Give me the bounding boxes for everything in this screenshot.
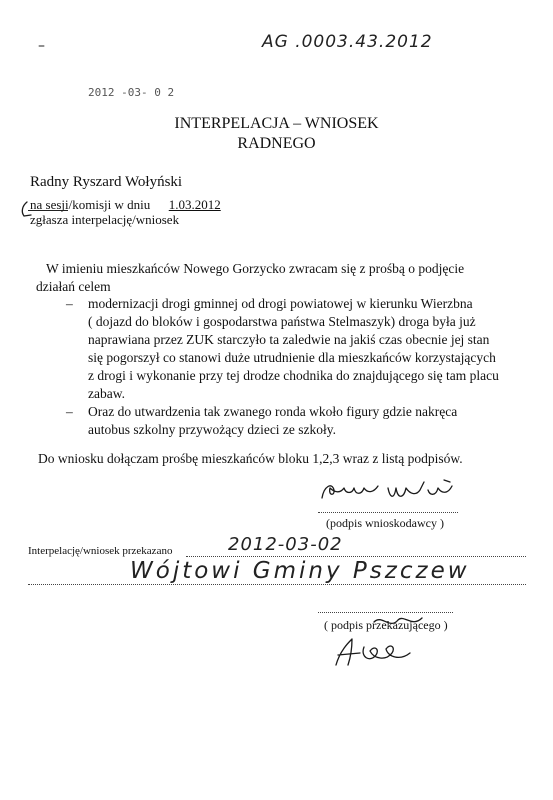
handover-person: Wójtowi Gminy Pszczew: [130, 558, 470, 584]
item2-line: Oraz do utwardzenia tak zwanego ronda wkoło figury gdzie nakręca: [88, 404, 458, 419]
submits-line: zgłasza interpelację/wniosek: [30, 212, 180, 227]
item1-line: modernizacji drogi gminnej od drogi powiatowej w kierunku Wierzbna: [88, 296, 473, 311]
item1-line: naprawiana przez ZUK starczyło ta zaledwie na jakiś czas obecnie jej stan: [88, 332, 490, 347]
applicant-signature: [318, 478, 468, 508]
item1-line: zabaw.: [88, 386, 125, 401]
author-name: Radny Ryszard Wołyński: [30, 174, 183, 190]
receiver-signature: [330, 635, 420, 670]
session-prefix: na sesji/komisji w dniu: [30, 197, 151, 212]
attachment-note: Do wniosku dołączam prośbę mieszkańców bloku 1,2,3 wraz z listą podpisów.: [38, 451, 463, 466]
document-title-line1: INTERPELACJA – WNIOSEK: [174, 115, 379, 132]
item2-dash: –: [66, 404, 73, 419]
session-underline: [28, 210, 68, 211]
intro-line2: działań celem: [36, 279, 111, 294]
applicant-signature-line: [318, 512, 458, 513]
reference-number: AG .0003.43.2012: [262, 32, 433, 52]
receiver-caption: ( podpis przekazującego ): [324, 618, 448, 632]
intro-line1: W imieniu mieszkańców Nowego Gorzycko zwracam się z prośbą o podjęcie: [46, 261, 465, 276]
handover-dotted-line: [186, 556, 526, 557]
item1-dash: –: [66, 296, 73, 311]
session-date: 1.03.2012: [168, 197, 221, 212]
document-title-line2: RADNEGO: [237, 135, 316, 152]
receiver-strike-scribble: [372, 612, 432, 632]
second-dotted-line: [28, 584, 526, 585]
margin-dash: –: [38, 38, 45, 54]
handover-date: 2012-03-02: [228, 534, 343, 555]
date-stamp: 2012 -03- 0 2: [88, 86, 175, 99]
item1-line: z drogi i wykonanie przy tej drodze chodnika do znajdującego się tam placu: [88, 368, 499, 383]
item1-line: się pogorszył co stanowi duże utrudnienie dla mieszkańców korzystających: [88, 350, 496, 365]
item1-line: ( dojazd do bloków i gospodarstwa państwa Stelmaszyk) droga była już: [88, 314, 476, 329]
applicant-caption: (podpis wnioskodawcy ): [326, 516, 444, 530]
handover-label: Interpelację/wniosek przekazano: [28, 545, 173, 557]
item2-line: autobus szkolny przywożący dzieci ze szkoły.: [88, 422, 337, 437]
